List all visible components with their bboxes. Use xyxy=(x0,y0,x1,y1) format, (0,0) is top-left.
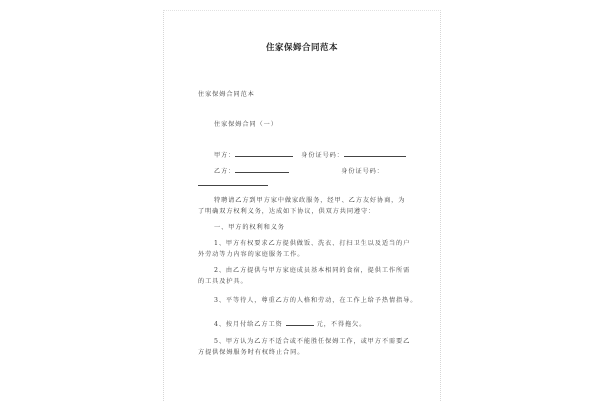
id-no-a-blank xyxy=(344,150,406,157)
document-page xyxy=(163,10,441,401)
wage-blank xyxy=(286,319,314,326)
section-1-heading: 一、甲方的权利和义务 xyxy=(214,224,285,231)
item-4-pre: 4、按月付给乙方工资 xyxy=(214,321,283,328)
party-a-line xyxy=(214,150,406,160)
intro-line-2: 了明确双方权利义务，达成如下协议，供双方共同遵守： xyxy=(198,208,376,215)
party-a-blank xyxy=(235,150,293,157)
item-5-line-1: 5、甲方认为乙方不适合或不能胜任保姆工作，或甲方不需要乙 xyxy=(214,338,411,345)
party-b-label: 乙方： xyxy=(214,168,236,175)
id-no-b-blank xyxy=(198,185,268,186)
item-4-line xyxy=(214,319,366,329)
intro-line-1: 特聘请乙方到甲方家中做家政服务，经甲、乙方友好协商，为 xyxy=(214,197,406,204)
party-b-blank xyxy=(235,166,289,173)
id-no-label-a: 身份证号码： xyxy=(301,152,344,159)
contract-heading: 住家保姆合同（一） xyxy=(214,121,278,128)
id-no-label-b: 身份证号码： xyxy=(341,168,384,175)
item-5-line-2: 方提供保姆服务时有权终止合同。 xyxy=(198,349,305,356)
item-2-line-2: 的工具及护具。 xyxy=(198,278,248,285)
party-b-line xyxy=(214,166,384,176)
item-4-post: 元，不得拖欠。 xyxy=(316,321,367,328)
item-1-line-1: 1、甲方有权要求乙方提供做饭、洗衣、打扫卫生以及适当的户 xyxy=(214,240,411,247)
document-subtitle: 住家保姆合同范本 xyxy=(198,91,255,98)
document-title: 住家保姆合同范本 xyxy=(265,43,338,53)
item-1-line-2: 外劳动等力内容的家庭服务工作。 xyxy=(198,251,305,258)
item-3-line-1: 3、平等待人，尊重乙方的人格和劳动，在工作上给予热情指导。 xyxy=(214,297,418,304)
item-2-line-1: 2、由乙方提供与甲方家庭成员基本相同的食宿，提供工作所需 xyxy=(214,267,411,274)
party-a-label: 甲方： xyxy=(214,152,236,159)
